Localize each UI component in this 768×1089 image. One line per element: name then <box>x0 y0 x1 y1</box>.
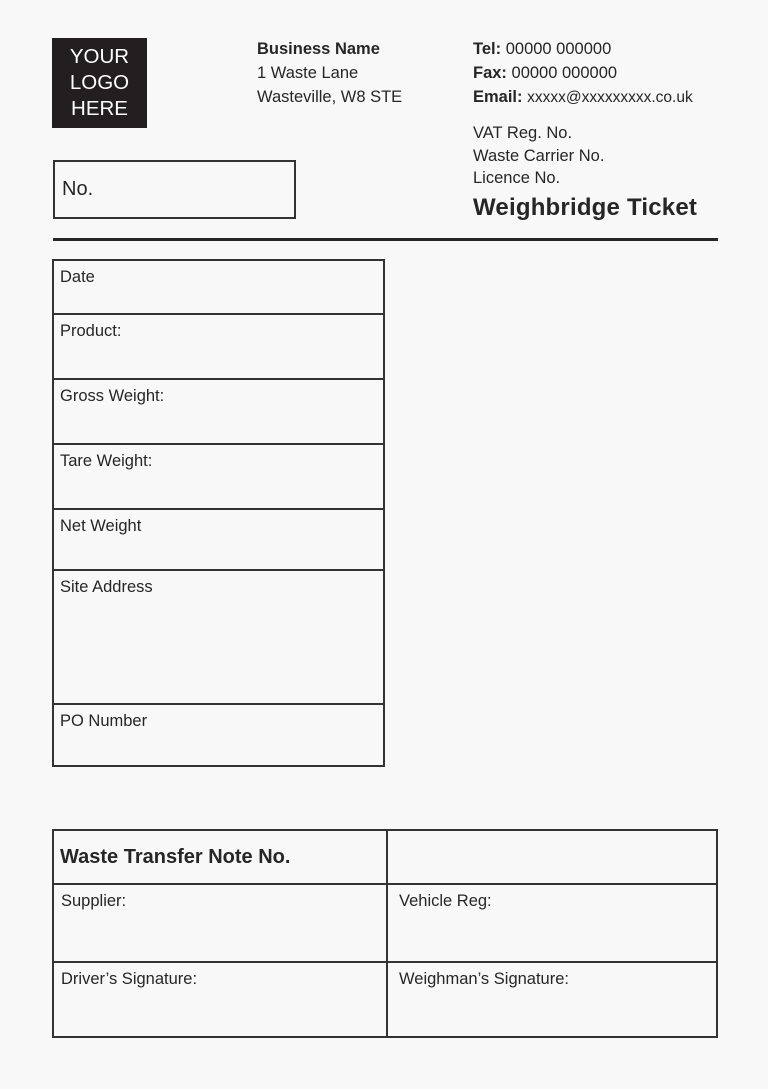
field-net-weight[interactable] <box>54 508 383 569</box>
waste-transfer-note-value[interactable] <box>386 831 716 883</box>
weighman-signature-label: Weighman’s Signature: <box>399 970 569 988</box>
vat-reg-label: VAT Reg. No. <box>473 124 573 142</box>
ticket-number-label: No. <box>62 178 94 200</box>
logo-line: LOGO <box>69 71 130 94</box>
vehicle-reg-label: Vehicle Reg: <box>399 892 492 910</box>
field-gross-weight[interactable] <box>54 378 383 443</box>
tel-label: Tel: <box>473 40 502 58</box>
ticket-fields-table <box>52 259 385 767</box>
tel-line <box>473 37 693 61</box>
business-name: Business Name <box>257 40 380 58</box>
field-label: Tare Weight: <box>60 452 153 470</box>
field-label: Gross Weight: <box>60 387 165 405</box>
email-value: xxxxx@xxxxxxxxx.co.uk <box>527 89 693 106</box>
waste-carrier-label: Waste Carrier No. <box>473 146 605 165</box>
field-tare-weight[interactable] <box>54 443 383 508</box>
logo-placeholder <box>52 38 147 128</box>
business-address-line1: 1 Waste Lane <box>257 64 359 82</box>
logo-line: YOUR <box>69 45 130 68</box>
driver-signature-field[interactable] <box>54 961 386 1036</box>
driver-signature-label: Driver’s Signature: <box>61 970 198 988</box>
registration-info <box>473 122 604 190</box>
field-product[interactable] <box>54 313 383 378</box>
field-site-address[interactable] <box>54 569 383 703</box>
divider <box>53 238 718 241</box>
fax-label: Fax: <box>473 64 507 82</box>
ticket-number-field[interactable] <box>53 160 296 219</box>
business-address-line2: Wasteville, W8 STE <box>257 88 403 106</box>
email-line <box>473 85 693 110</box>
field-label: Product: <box>60 322 122 340</box>
supplier-label: Supplier: <box>61 892 127 910</box>
field-date[interactable] <box>54 261 383 313</box>
email-label: Email: <box>473 88 523 106</box>
waste-transfer-note-label: Waste Transfer Note No. <box>60 845 291 868</box>
page-title: Weighbridge Ticket <box>473 194 698 221</box>
vehicle-reg-field[interactable] <box>386 883 716 961</box>
field-label: Site Address <box>60 578 153 596</box>
fax-value: 00000 000000 <box>511 64 618 82</box>
field-po-number[interactable] <box>54 703 383 765</box>
weighman-signature-field[interactable] <box>386 961 716 1036</box>
logo-line: HERE <box>71 97 128 120</box>
waste-transfer-table <box>52 829 718 1038</box>
field-label: Date <box>60 268 95 286</box>
field-label: Net Weight <box>60 517 142 535</box>
field-label: PO Number <box>60 712 148 730</box>
supplier-field[interactable] <box>54 883 386 961</box>
fax-line <box>473 61 693 85</box>
business-info <box>257 37 402 109</box>
licence-label: Licence No. <box>473 169 561 187</box>
contact-info <box>473 37 693 110</box>
tel-value: 00000 000000 <box>505 40 612 58</box>
